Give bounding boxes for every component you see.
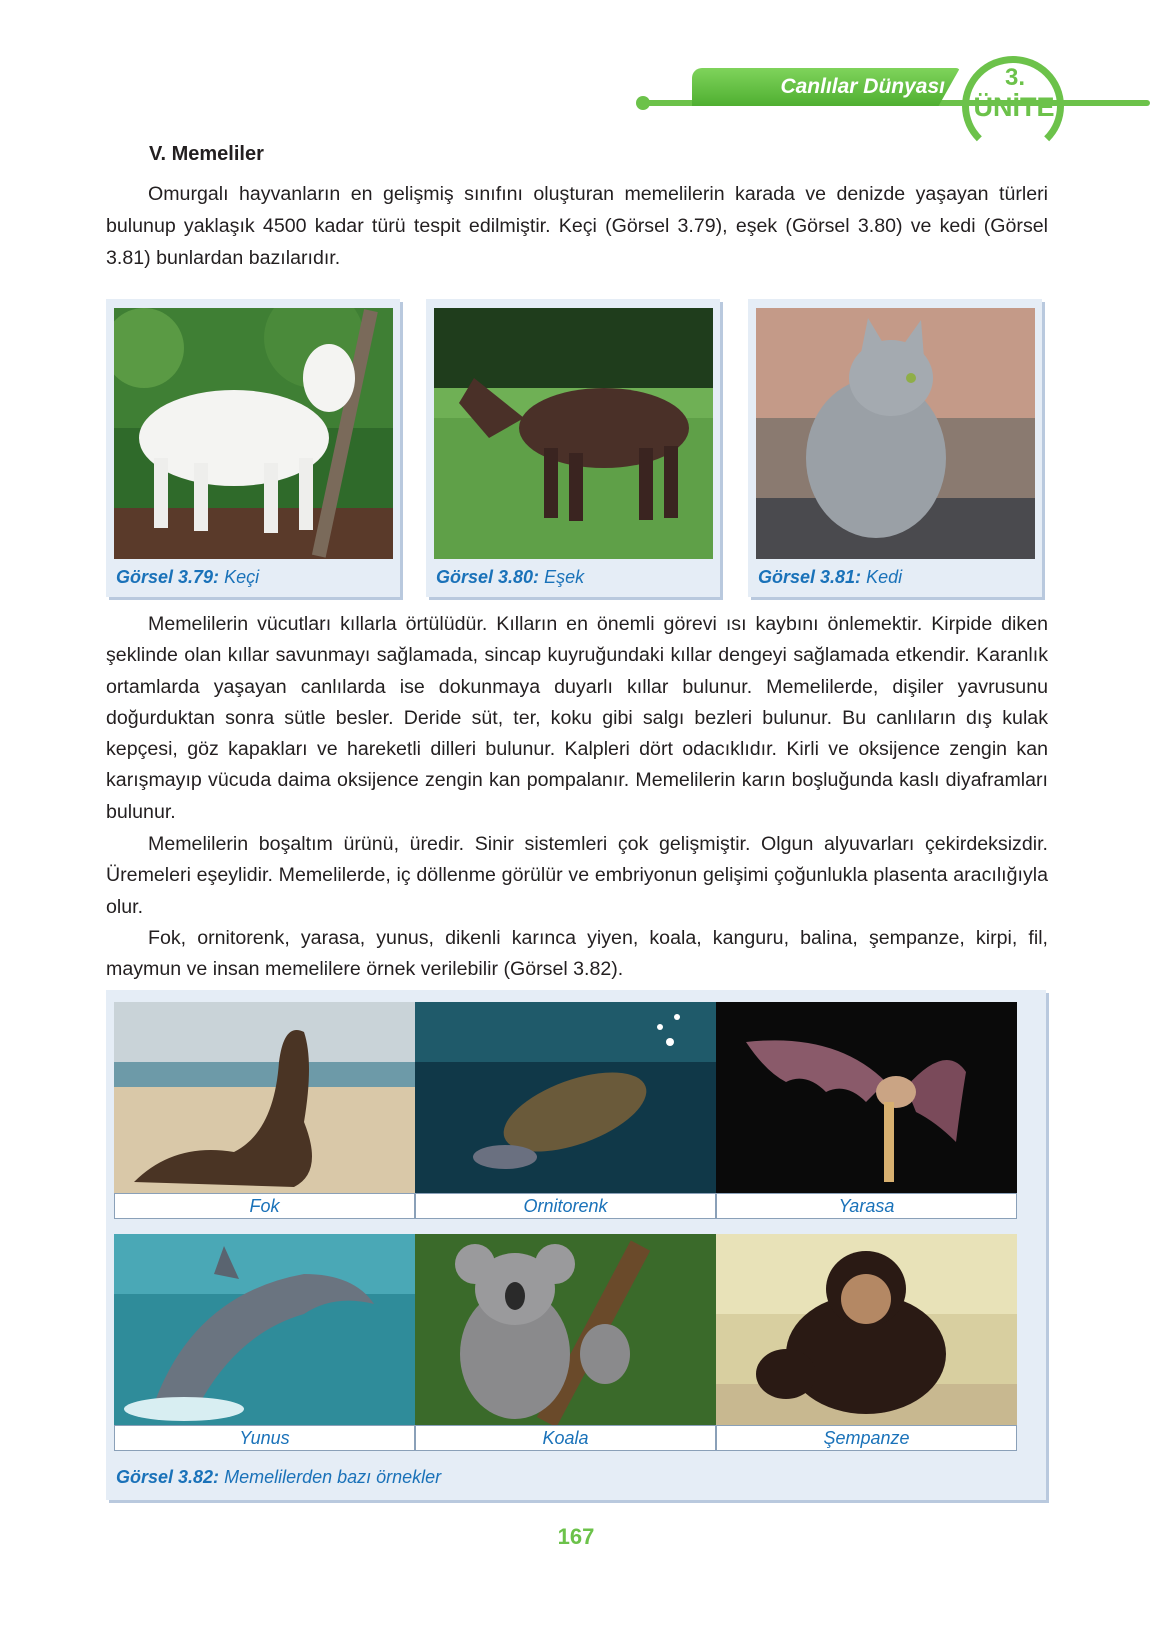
gallery-label: Fok — [114, 1193, 415, 1219]
gallery-tile — [716, 1002, 1017, 1222]
gallery-label: Şempanze — [716, 1425, 1017, 1451]
page-number: 167 — [557, 1524, 595, 1549]
header-rule-dot — [636, 96, 650, 110]
body-paragraph-examples: Fok, ornitorenk, yarasa, yunus, dikenli karınca yiyen, koala, kanguru, balina, şempanze, kirpi, fil, maymun ve insan memelilere örnek verilebilir (Görsel 3.82). — [106, 927, 1048, 981]
body-paragraph-excretion: Memelilerin boşaltım ürünü, üredir. Sinir sistemleri çok gelişmiştir. Olgun alyuvarları çekirdeksizdir. Üremeleri eşeylidir. Memelilerde, iç döllenme görülür ve embriyonun gelişimi çoğunlukla plasenta aracılığıyla olur. — [106, 833, 1048, 918]
chimpanzee-photo — [716, 1234, 1017, 1425]
figure-goat — [106, 299, 400, 597]
figure-caption: Görsel 3.79: Keçi — [116, 567, 260, 587]
cat-photo — [756, 308, 1035, 559]
gallery-tile — [716, 1234, 1017, 1454]
gallery-tile — [114, 1234, 415, 1454]
gallery-tile — [415, 1002, 716, 1222]
donkey-photo — [434, 308, 713, 559]
mammal-gallery — [106, 990, 1046, 1500]
gallery-tile — [114, 1002, 415, 1222]
unit-title: Canlılar Dünyası — [780, 75, 945, 98]
section-heading: V. Memeliler — [149, 143, 264, 165]
figure-caption: Görsel 3.81: Kedi — [758, 567, 903, 587]
intro-paragraph: Omurgalı hayvanların en gelişmiş sınıfını oluşturan memelilerin karada ve denizde yaşayan türleri bulunup yaklaşık 4500 kadar türü tespit edilmiştir. Keçi (Görsel 3.79), eşek (Görsel 3.80) ve kedi (Görsel 3.81) bunlardan bazılarıdır. — [106, 183, 1048, 269]
dolphin-photo — [114, 1234, 415, 1425]
gallery-tile — [415, 1234, 716, 1454]
seal-photo — [114, 1002, 415, 1193]
unit-number: 3. — [1004, 64, 1025, 91]
gallery-label: Koala — [415, 1425, 716, 1451]
figure-donkey — [426, 299, 720, 597]
figure-cat — [748, 299, 1042, 597]
koala-photo — [415, 1234, 716, 1425]
body-paragraph-hair: Memelilerin vücutları kıllarla örtülüdür. Kılların en önemli görevi ısı kaybını önlemektir. Kirpide diken şeklinde olan kıllar savunmayı sağlamada, sincap kuyruğundaki kıllar dengeyi sağlamada etkendir. Karanlık ortamlarda yaşayan canlılarda ise dokunmaya duyarlı kıllar bulunur. Memelilerde, dişiler yavrusunu doğurduktan sonra sütle besler. Deride süt, ter, koku gibi salgı bezleri bulunur. Bu canlıların dış kulak kepçesi, göz kapakları ve hareketli dilleri bulunur. Kalpleri dört odacıklıdır. Kirli ve oksijence zengin kan karışmayıp vücuda daima oksijence zengin kan pompalanır. Memelilerin karın boşluğunda kaslı diyaframları bulunur. — [106, 613, 1048, 823]
platypus-photo — [415, 1002, 716, 1193]
bat-photo — [716, 1002, 1017, 1193]
goat-photo — [114, 308, 393, 559]
gallery-caption: Görsel 3.82: Memelilerden bazı örnekler — [116, 1467, 442, 1487]
gallery-label: Yunus — [114, 1425, 415, 1451]
gallery-label: Ornitorenk — [415, 1193, 716, 1219]
figure-caption: Görsel 3.80: Eşek — [436, 567, 585, 587]
gallery-label: Yarasa — [716, 1193, 1017, 1219]
unit-label: ÜNİTE — [973, 92, 1055, 122]
